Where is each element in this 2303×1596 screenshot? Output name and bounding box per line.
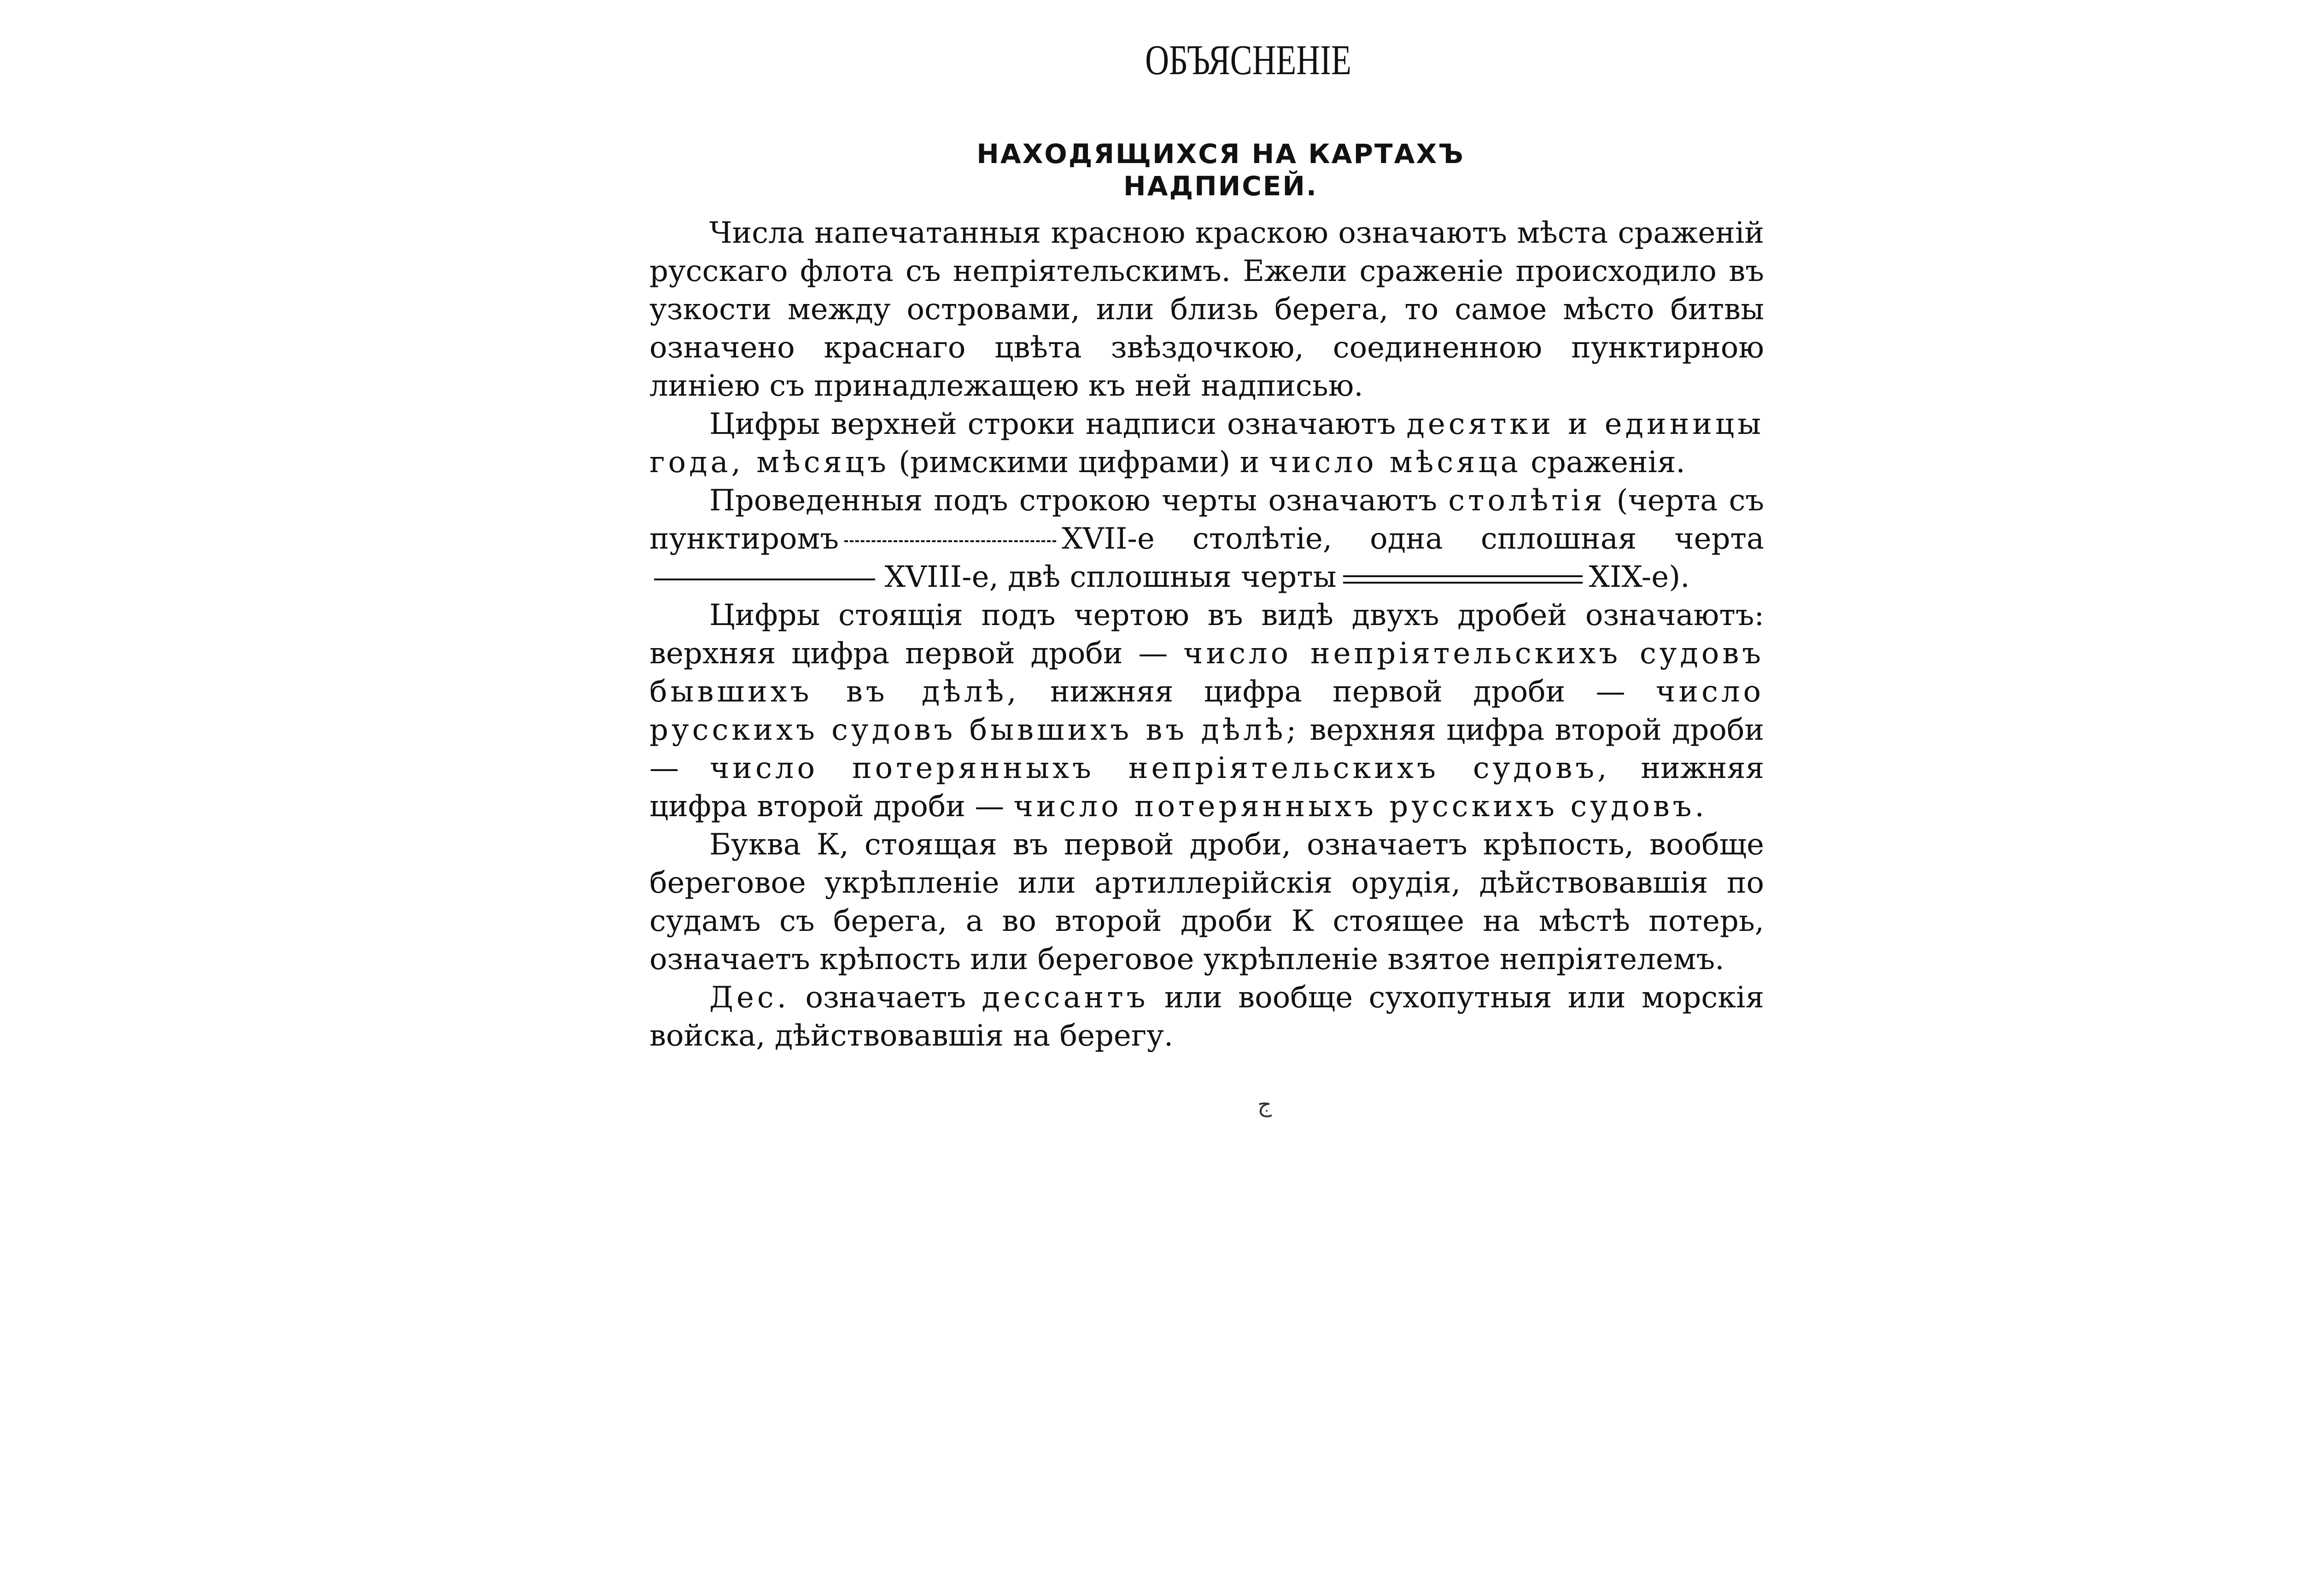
paragraph-top-row-digits [649, 405, 1764, 482]
p6-text-a: Дес. [709, 981, 790, 1015]
p3-text-c: (черта съ пунктиромъ [649, 484, 1765, 556]
p2-text-d: число мѣсяца [1268, 445, 1521, 479]
p2-text-c: (римскими цифрами) и [889, 445, 1269, 479]
p3-text-f: XIX-е). [1589, 560, 1690, 594]
p2-text-b: десятки и единицы года, мѣсяцъ [649, 407, 1765, 479]
dash-dot-rule-sample [844, 540, 1056, 542]
p3-text-a: Проведенныя подъ строкою черты означаютъ [709, 484, 1449, 518]
p6-text-d: или вообще сухопутныя или морскія войска, дѣйствовавшія на берегу. [649, 981, 1765, 1053]
p3-text-e: XVIII-е, двѣ сплошныя черты [884, 560, 1337, 594]
paragraph-red-numbers: Числа напечатанныя красною краскою означаютъ мѣста сраженій русскаго флота съ непріятельскимъ. Ежели сраженіе происходило въ узкости между островами, или близь берега, то самое мѣсто битвы означено краснаго цвѣта звѣздочкою, соединенною пунктирною линіею съ принадлежащею къ ней надписью. [649, 216, 1764, 403]
ornament-mark: ج [1257, 1092, 1272, 1117]
paragraph-underlines [649, 482, 1764, 596]
p4-text-d: число русскихъ судовъ бывшихъ въ дѣлѣ; [649, 675, 1764, 747]
p4-text-g: нижняя цифра второй дроби — [649, 751, 1765, 824]
p4-text-a: Цифры стоящія подъ чертою въ видѣ двухъ дробей означаютъ: верхняя цифра первой дроби — [649, 598, 1764, 671]
single-rule-sample [654, 579, 875, 580]
page-subtitle: НАХОДЯЩИХСЯ НА КАРТАХЪ НАДПИСЕЙ. [976, 138, 1465, 202]
page-title: ОБЪЯСНЕНІЕ [1145, 36, 1351, 83]
p4-text-h: число потерянныхъ русскихъ судовъ. [1013, 789, 1707, 824]
p2-text-e: сраженія. [1521, 445, 1685, 479]
p6-text-c: дессантъ [982, 981, 1149, 1015]
p3-text-d: XVII-е столѣтіе, одна сплошная черта [1062, 522, 1764, 556]
double-rule-sample [1343, 575, 1583, 584]
p3-text-b: столѣтія [1448, 484, 1606, 518]
p4-text-e: верхняя цифра второй дроби — [649, 713, 1764, 785]
p2-text-a: Цифры верхней строки надписи означаютъ [709, 407, 1407, 441]
paragraph-landing [649, 979, 1764, 1055]
document-body [649, 214, 1764, 1055]
p4-text-c: нижняя цифра первой дроби — [1019, 675, 1656, 709]
p4-text-b: число непріятельскихъ судовъ бывшихъ въ дѣлѣ, [649, 637, 1765, 709]
p6-text-b: означаетъ [789, 981, 982, 1015]
paragraph-letter-k: Буква К, стоящая въ первой дроби, означаетъ крѣпость, вообще береговое укрѣпленіе или артиллерійскія орудія, дѣйствовавшія по судамъ съ берега, а во второй дроби К стоящее на мѣстѣ потерь, означаетъ крѣпость или береговое укрѣпленіе взятое непріятелемъ. [649, 828, 1764, 976]
paragraph-fractions [649, 596, 1764, 826]
p4-text-f: число потерянныхъ непріятельскихъ судовъ, [709, 751, 1610, 785]
